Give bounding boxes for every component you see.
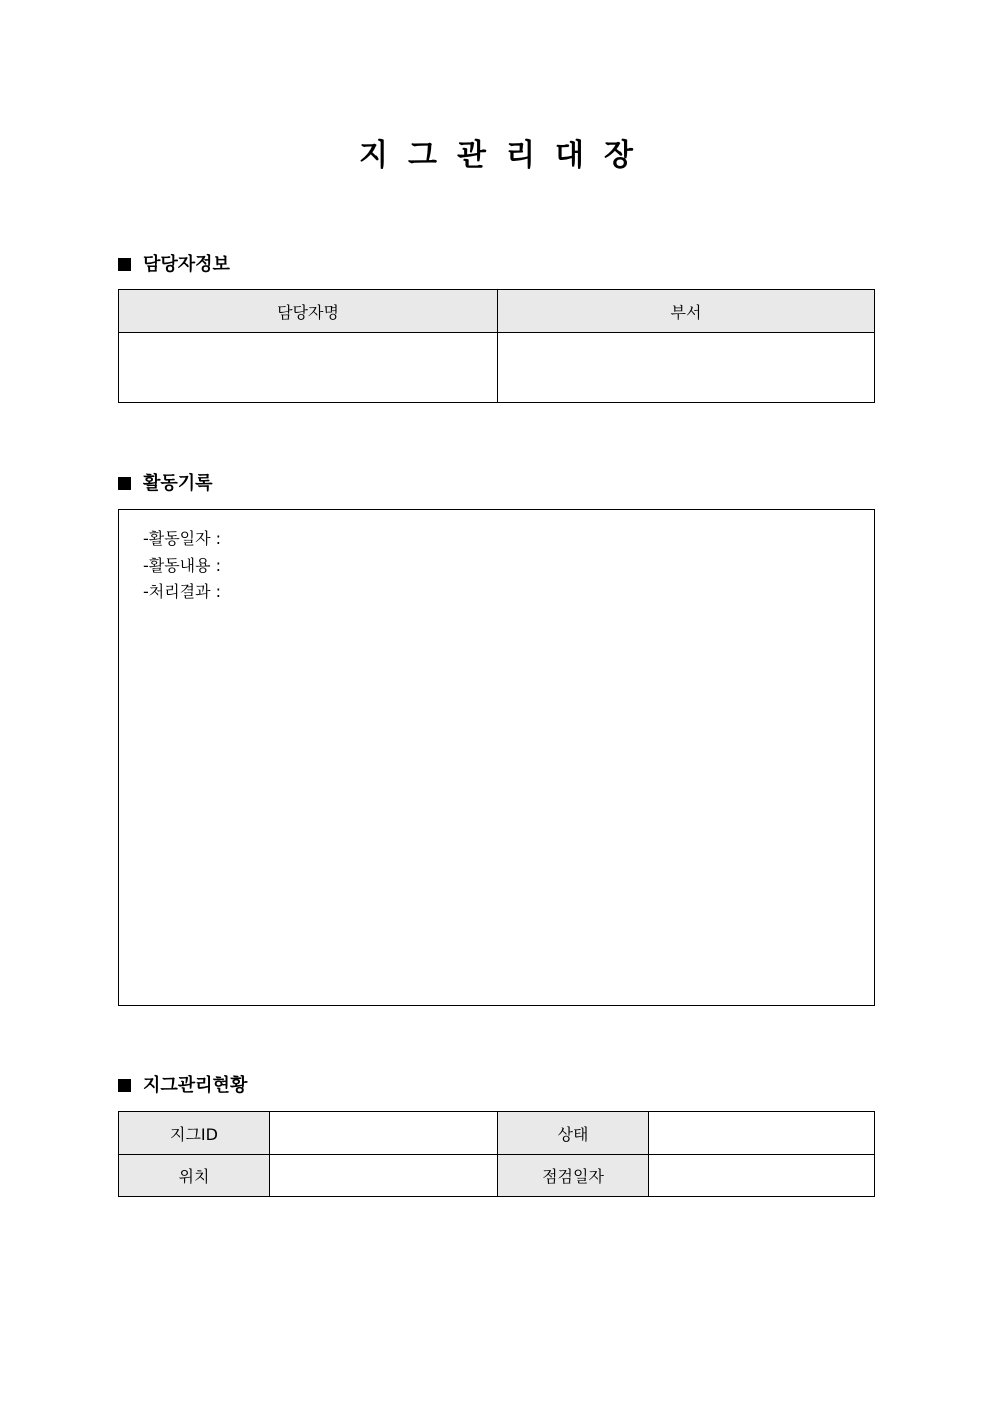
- section-heading-text: 활동기록: [143, 473, 213, 494]
- activity-result-line: -처리결과 :: [143, 582, 222, 601]
- manager-name-field[interactable]: [119, 333, 498, 403]
- section-heading-text: 담당자정보: [143, 254, 230, 275]
- jig-id-field[interactable]: [270, 1112, 498, 1155]
- square-bullet-icon: [118, 1079, 131, 1092]
- department-header: 부서: [498, 290, 875, 333]
- square-bullet-icon: [118, 477, 131, 490]
- department-field[interactable]: [498, 333, 875, 403]
- manager-info-table: [118, 289, 875, 403]
- section-heading-text: 지그관리현황: [143, 1075, 248, 1096]
- square-bullet-icon: [118, 258, 131, 271]
- section-heading-jig-status: [118, 1073, 247, 1099]
- manager-name-header: 담당자명: [119, 290, 498, 333]
- section-heading-activity-log: [118, 471, 213, 497]
- table-row: [119, 333, 875, 403]
- location-field[interactable]: [270, 1155, 498, 1197]
- table-row: [119, 1155, 875, 1197]
- jig-status-table: [118, 1111, 875, 1197]
- status-field[interactable]: [649, 1112, 875, 1155]
- table-row: [119, 1112, 875, 1155]
- activity-log-box[interactable]: [118, 509, 875, 1006]
- location-label: 위치: [119, 1155, 270, 1197]
- inspection-date-field[interactable]: [649, 1155, 875, 1197]
- activity-content-line: -활동내용 :: [143, 555, 222, 575]
- activity-date-line: -활동일자 :: [143, 529, 222, 548]
- jig-id-label: 지그ID: [119, 1112, 270, 1155]
- page-title: 지그관리대장: [359, 138, 653, 173]
- status-label: 상태: [498, 1112, 649, 1155]
- inspection-date-label: 점검일자: [498, 1155, 649, 1197]
- table-header-row: [119, 290, 875, 333]
- section-heading-manager-info: [118, 252, 230, 278]
